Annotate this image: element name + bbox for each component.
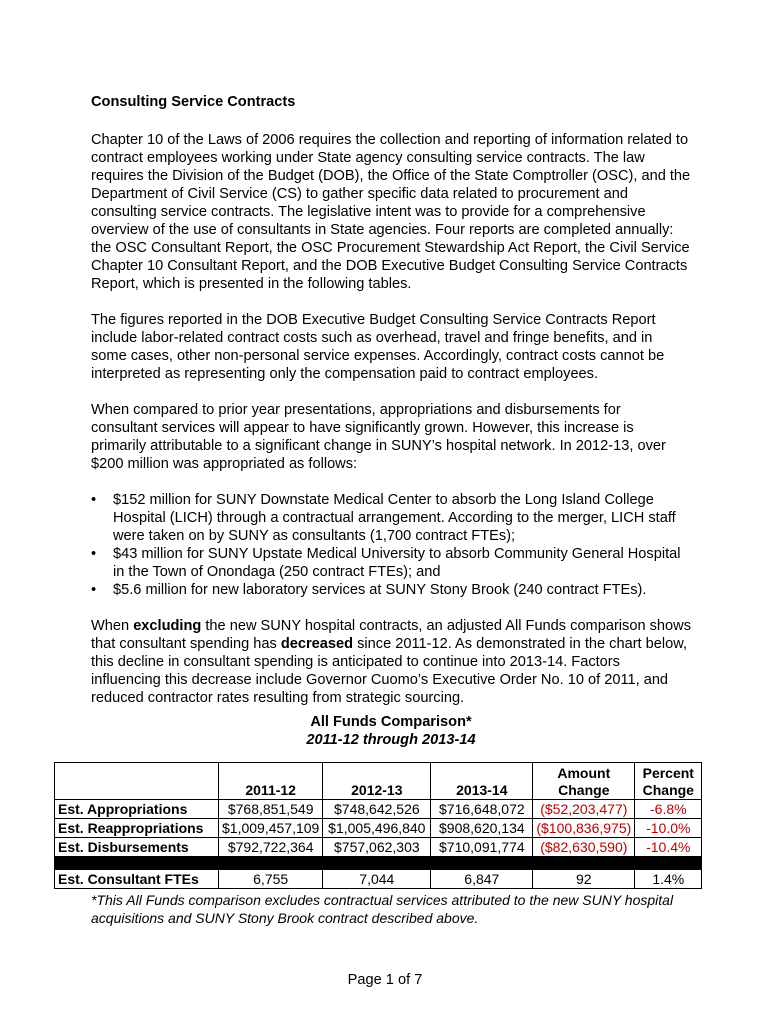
cell-amount-change: ($100,836,975) xyxy=(533,819,635,838)
cell-value: $716,648,072 xyxy=(431,800,533,819)
row-label: Est. Disbursements xyxy=(55,838,219,857)
emphasis-excluding: excluding xyxy=(133,618,202,634)
list-item: • $152 million for SUNY Downstate Medical Center to absorb the Long Island College Hospital (LICH) through a contractual arrangement. According to the merger, LICH staff were taken on by SUNY as consultants (1,700 contract FTEs); xyxy=(91,491,691,545)
cell-value: $792,722,364 xyxy=(219,838,323,857)
cell-percent-change: -10.4% xyxy=(635,838,702,857)
cell-value: $768,851,549 xyxy=(219,800,323,819)
table-title: All Funds Comparison* xyxy=(310,714,472,730)
cell-value: 6,847 xyxy=(431,870,533,889)
section-title: Consulting Service Contracts xyxy=(91,94,296,110)
row-label: Est. Appropriations xyxy=(55,800,219,819)
row-label: Est. Reappropriations xyxy=(55,819,219,838)
header-cell-amount: Amount Change xyxy=(533,763,635,800)
table-row-fte xyxy=(55,870,702,889)
cell-value: $748,642,526 xyxy=(323,800,431,819)
header-cell: 2012-13 xyxy=(323,763,431,800)
table-row xyxy=(55,800,702,819)
header-cell: 2011-12 xyxy=(219,763,323,800)
header-cell-blank xyxy=(55,763,219,800)
all-funds-table xyxy=(54,762,702,889)
paragraph-comparison: When compared to prior year presentations, appropriations and disbursements for consultant services will appear to have significantly grown. However, this increase is primarily attributable to a significant change in SUNY’s hospital network. In 2012-13, over $200 million was appropriated as follows: xyxy=(91,402,666,472)
cell-value: 7,044 xyxy=(323,870,431,889)
cell-value: $908,620,134 xyxy=(431,819,533,838)
cell-percent-change: 1.4% xyxy=(635,870,702,889)
header-cell: 2013-14 xyxy=(431,763,533,800)
table-separator-bar xyxy=(55,857,702,870)
cell-value: 6,755 xyxy=(219,870,323,889)
table-footnote: *This All Funds comparison excludes contractual services attributed to the new SUNY hospital acquisitions and SUNY Stony Brook contract described above. xyxy=(91,892,674,926)
list-item: • $43 million for SUNY Upstate Medical University to absorb Community General Hospital in the Town of Onondaga (250 contract FTEs); and xyxy=(91,545,691,581)
header-cell-percent: Percent Change xyxy=(635,763,702,800)
list-item: • $5.6 million for new laboratory services at SUNY Stony Brook (240 contract FTEs). xyxy=(91,581,691,599)
cell-percent-change: -10.0% xyxy=(635,819,702,838)
cell-amount-change: 92 xyxy=(533,870,635,889)
emphasis-decreased: decreased xyxy=(280,636,354,652)
row-label: Est. Consultant FTEs xyxy=(55,870,219,889)
cell-value: $757,062,303 xyxy=(323,838,431,857)
cell-value: $710,091,774 xyxy=(431,838,533,857)
cell-value: $1,009,457,109 xyxy=(219,819,323,838)
cell-value: $1,005,496,840 xyxy=(323,819,431,838)
cell-amount-change: ($82,630,590) xyxy=(533,838,635,857)
table-row xyxy=(55,819,702,838)
table-subtitle: 2011-12 through 2013-14 xyxy=(306,732,476,748)
appropriation-list xyxy=(91,491,691,599)
page-number: Page 1 of 7 xyxy=(347,972,423,988)
cell-amount-change: ($52,203,477) xyxy=(533,800,635,819)
main-content xyxy=(91,93,691,757)
paragraph-figures: The figures reported in the DOB Executive Budget Consulting Service Contracts Report include labor-related contract costs such as overhead, travel and fringe benefits, and in some cases, other non-personal service expenses. Accordingly, contract costs cannot be interpreted as representing only the compensation paid to contract employees. xyxy=(91,312,665,382)
cell-percent-change: -6.8% xyxy=(635,800,702,819)
table-row xyxy=(55,838,702,857)
paragraph-intro: Chapter 10 of the Laws of 2006 requires the collection and reporting of information related to contract employees working under State agency consulting service contracts. The law requires the Division of the Budget (DOB), the Office of the State Comptroller (OSC), and the Department of Civil Service (CS) to gather specific data related to procurement and consulting service contracts. The legislative intent was to provide for a comprehensive overview of the use of consultants in State agencies. Four reports are completed annually: the OSC Consultant Report, the OSC Procurement Stewardship Act Report, the Civil Service Chapter 10 Consultant Report, and the DOB Executive Budget Consulting Service Contracts Report, which is presented in the following tables. xyxy=(91,132,691,292)
paragraph-excluding: When excluding the new SUNY hospital contracts, an adjusted All Funds comparison shows that consultant spending has decreased since 2011-12. As demonstrated in the chart below, this decline in consultant spending is anticipated to continue into 2013-14. Factors influencing this decrease include Governor Cuomo’s Executive Order No. 10 of 2011, and reduced contractor rates resulting from strategic sourcing. xyxy=(91,618,692,706)
table-header-row xyxy=(55,763,702,800)
